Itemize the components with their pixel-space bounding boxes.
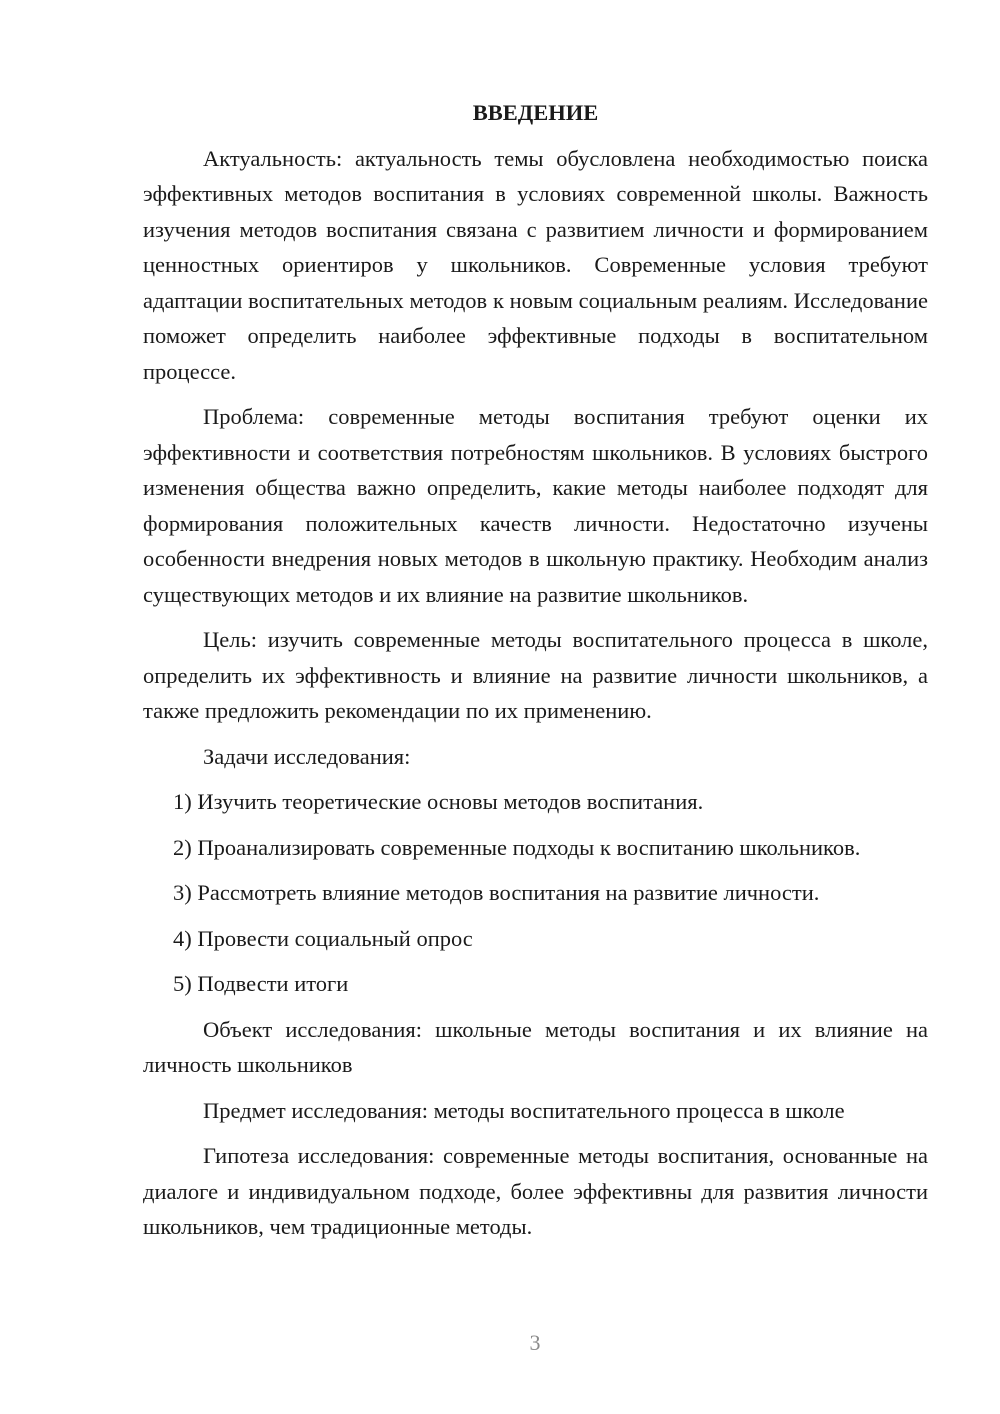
task-item-3: 3) Рассмотреть влияние методов воспитания на развитие личности. <box>173 880 820 905</box>
task-item-5: 5) Подвести итоги <box>173 971 349 996</box>
tasks-heading: Задачи исследования: <box>203 743 411 769</box>
hypothesis-paragraph: Гипотеза исследования: современные методы воспитания, основанные на диалоге и индивидуальном подходе, более эффективны для развития личности школьников, чем традиционные методы. <box>143 1143 928 1239</box>
section-title: ВВЕДЕНИЕ <box>472 100 599 125</box>
task-item-4: 4) Провести социальный опрос <box>173 925 473 951</box>
object-paragraph: Объект исследования: школьные методы воспитания и их влияние на личность школьников <box>143 1016 928 1077</box>
subject-paragraph: Предмет исследования: методы воспитательного процесса в школе <box>203 1097 845 1123</box>
goal-paragraph: Цель: изучить современные методы воспитательного процесса в школе, определить их эффективность и влияние на развитие личности школьников, а также предложить рекомендации по их применению. <box>143 627 928 723</box>
problem-paragraph: Проблема: современные методы воспитания требуют оценки их эффективности и соответствия потребностям школьников. В условиях быстрого изменения общества важно определить, какие методы наиболее подходят для формирования положительных качеств личности. Недостаточно изучены особенности внедрения новых методов в школьную практику. Необходим анализ существующих методов и их влияние на развитие школьников. <box>143 404 928 607</box>
document-page <box>143 95 928 1255</box>
page-number: 3 <box>529 1330 541 1355</box>
task-item-1: 1) Изучить теоретические основы методов воспитания. <box>173 789 704 814</box>
relevance-paragraph: Актуальность: актуальность темы обусловлена необходимостью поиска эффективных методов воспитания в условиях современной школы. Важность изучения методов воспитания связана с развитием личности и формированием ценностных ориентиров у школьников. Современные условия требуют адаптации воспитательных методов к новым социальным реалиям. Исследование поможет определить наиболее эффективные подходы в воспитательном процессе. <box>143 145 928 384</box>
task-item-2: 2) Проанализировать современные подходы к воспитанию школьников. <box>173 834 861 860</box>
